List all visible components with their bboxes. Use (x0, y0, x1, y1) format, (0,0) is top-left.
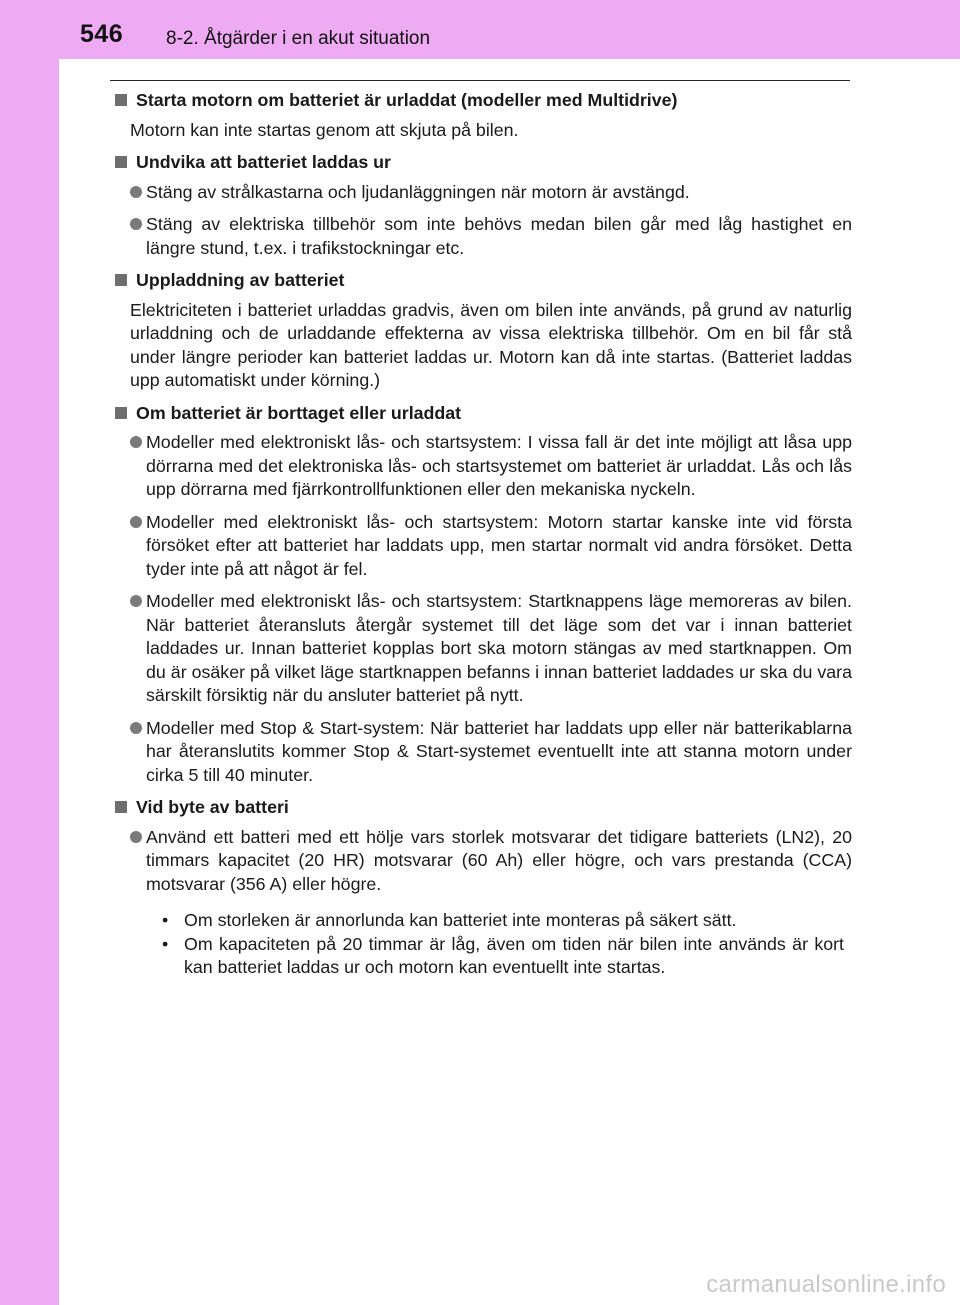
list-item-text: Modeller med elektroniskt lås- och startsystem: I vissa fall är det inte möjligt att låsa upp dörrarna med det elektroniska lås- och startsystemet om batteriet är urladdat. Lås och lås upp dörrarna med fjärrkontrollfunktionen eller den mekaniska nyckeln. (146, 432, 852, 499)
section-recharging (110, 269, 852, 393)
list-item (130, 511, 852, 582)
list-item (130, 717, 852, 788)
section-heading-text: Starta motorn om batteriet är urladdat (modeller med Multidrive) (136, 90, 678, 110)
watermark: carmanualsonline.info (706, 1271, 946, 1298)
section-heading-text: Om batteriet är borttaget eller urladdat (136, 402, 462, 423)
list-item-text: Modeller med Stop & Start-system: När batteriet har laddats upp eller när batterikablarna har återanslutits kommer Stop & Start-systemet eventuellt inte att stanna motorn under cirka 5 till 40 minuter. (146, 717, 852, 785)
square-bullet-icon (115, 94, 127, 106)
circle-bullet-icon (130, 436, 142, 448)
section-battery-removed (110, 402, 852, 788)
header-divider (110, 80, 850, 81)
page-content (110, 89, 852, 989)
section-heading (110, 269, 852, 293)
chapter-title: 8-2. Åtgärder i en akut situation (166, 28, 431, 49)
section-heading-text: Vid byte av batteri (136, 797, 289, 817)
section-heading (110, 151, 852, 175)
sub-list-item-text: Om storleken är annorlunda kan batteriet inte monteras på säkert sätt. (184, 910, 737, 930)
list-item-text: Modeller med elektroniskt lås- och startsystem: Motorn startar kanske inte vid första försöket efter att batteriet har laddats upp, men startar normalt vid andra försöket. Detta tyder inte på att något är fel. (146, 511, 852, 579)
circle-bullet-icon (130, 186, 142, 198)
list-item (130, 181, 852, 205)
section-paragraph: Motorn kan inte startas genom att skjuta på bilen. (130, 119, 519, 140)
square-bullet-icon (115, 156, 127, 168)
section-battery-replacement (110, 796, 852, 980)
list-item (130, 213, 852, 260)
square-bullet-icon (115, 407, 127, 419)
page-number: 546 (80, 20, 124, 48)
circle-bullet-icon (130, 595, 142, 607)
list-item (130, 431, 852, 502)
section-paragraph: Elektriciteten i batteriet urladdas gradvis, även om bilen inte används, på grund av naturlig urladdning och de urladdande effekterna av vissa elektriska tillbehör. Om en bil får stå under längre perioder kan batteriet laddas ur. Motorn kan då inte startas. (Batteriet laddas upp automatiskt under körning.) (130, 299, 852, 390)
square-bullet-icon (115, 801, 127, 813)
list-item-text: Stäng av elektriska tillbehör som inte behövs medan bilen går med låg hastighet en längre stund, t.ex. i trafikstockningar etc. (146, 214, 852, 258)
circle-bullet-icon (130, 516, 142, 528)
section-heading-text: Undvika att batteriet laddas ur (136, 152, 391, 172)
section-heading (110, 89, 852, 113)
list-item-text: Modeller med elektroniskt lås- och startsystem: Startknappens läge memoreras av bilen. När batteriet återansluts återgår systemet till det läge som det var i innan batteriet laddades ur. Innan batteriet kopplas bort ska motorn stängas av med startknappen. Om du är osäker på vilket läge startknappen befanns i innan batteriet laddades ur ska du vara särskilt försiktig när du ansluter batteriet på nytt. (146, 591, 852, 705)
bullet-icon: • (162, 910, 169, 930)
list-item (130, 590, 852, 708)
circle-bullet-icon (130, 722, 142, 734)
bullet-icon: • (162, 933, 169, 954)
list-item-body (146, 826, 852, 980)
circle-bullet-icon (130, 218, 142, 230)
circle-bullet-icon (130, 831, 142, 843)
section-avoid-discharge (110, 151, 852, 260)
side-tab-strip (0, 0, 59, 1305)
section-heading (110, 402, 852, 426)
sub-list-item (162, 933, 852, 980)
section-heading (110, 796, 852, 820)
square-bullet-icon (115, 274, 127, 286)
section-multidrive-start (110, 89, 852, 142)
sub-list (162, 909, 852, 980)
sub-list-item (162, 909, 852, 933)
list-item-text: Använd ett batteri med ett hölje vars storlek motsvarar det tidigare batteriets (LN2), 20 timmars kapacitet (20 HR) motsvarar (60 Ah) eller högre, och vars prestanda (CCA) motsvarar (356 A) eller högre. (146, 826, 852, 894)
list-item-text: Stäng av strålkastarna och ljudanläggningen när motorn är avstängd. (146, 181, 690, 202)
sub-list-item-text: Om kapaciteten på 20 timmar är låg, även om tiden när bilen inte används är kort kan batteriet laddas ur och motorn kan eventuellt inte startas. (184, 933, 844, 977)
section-heading-text: Uppladdning av batteriet (136, 270, 345, 290)
list-item (130, 826, 852, 980)
